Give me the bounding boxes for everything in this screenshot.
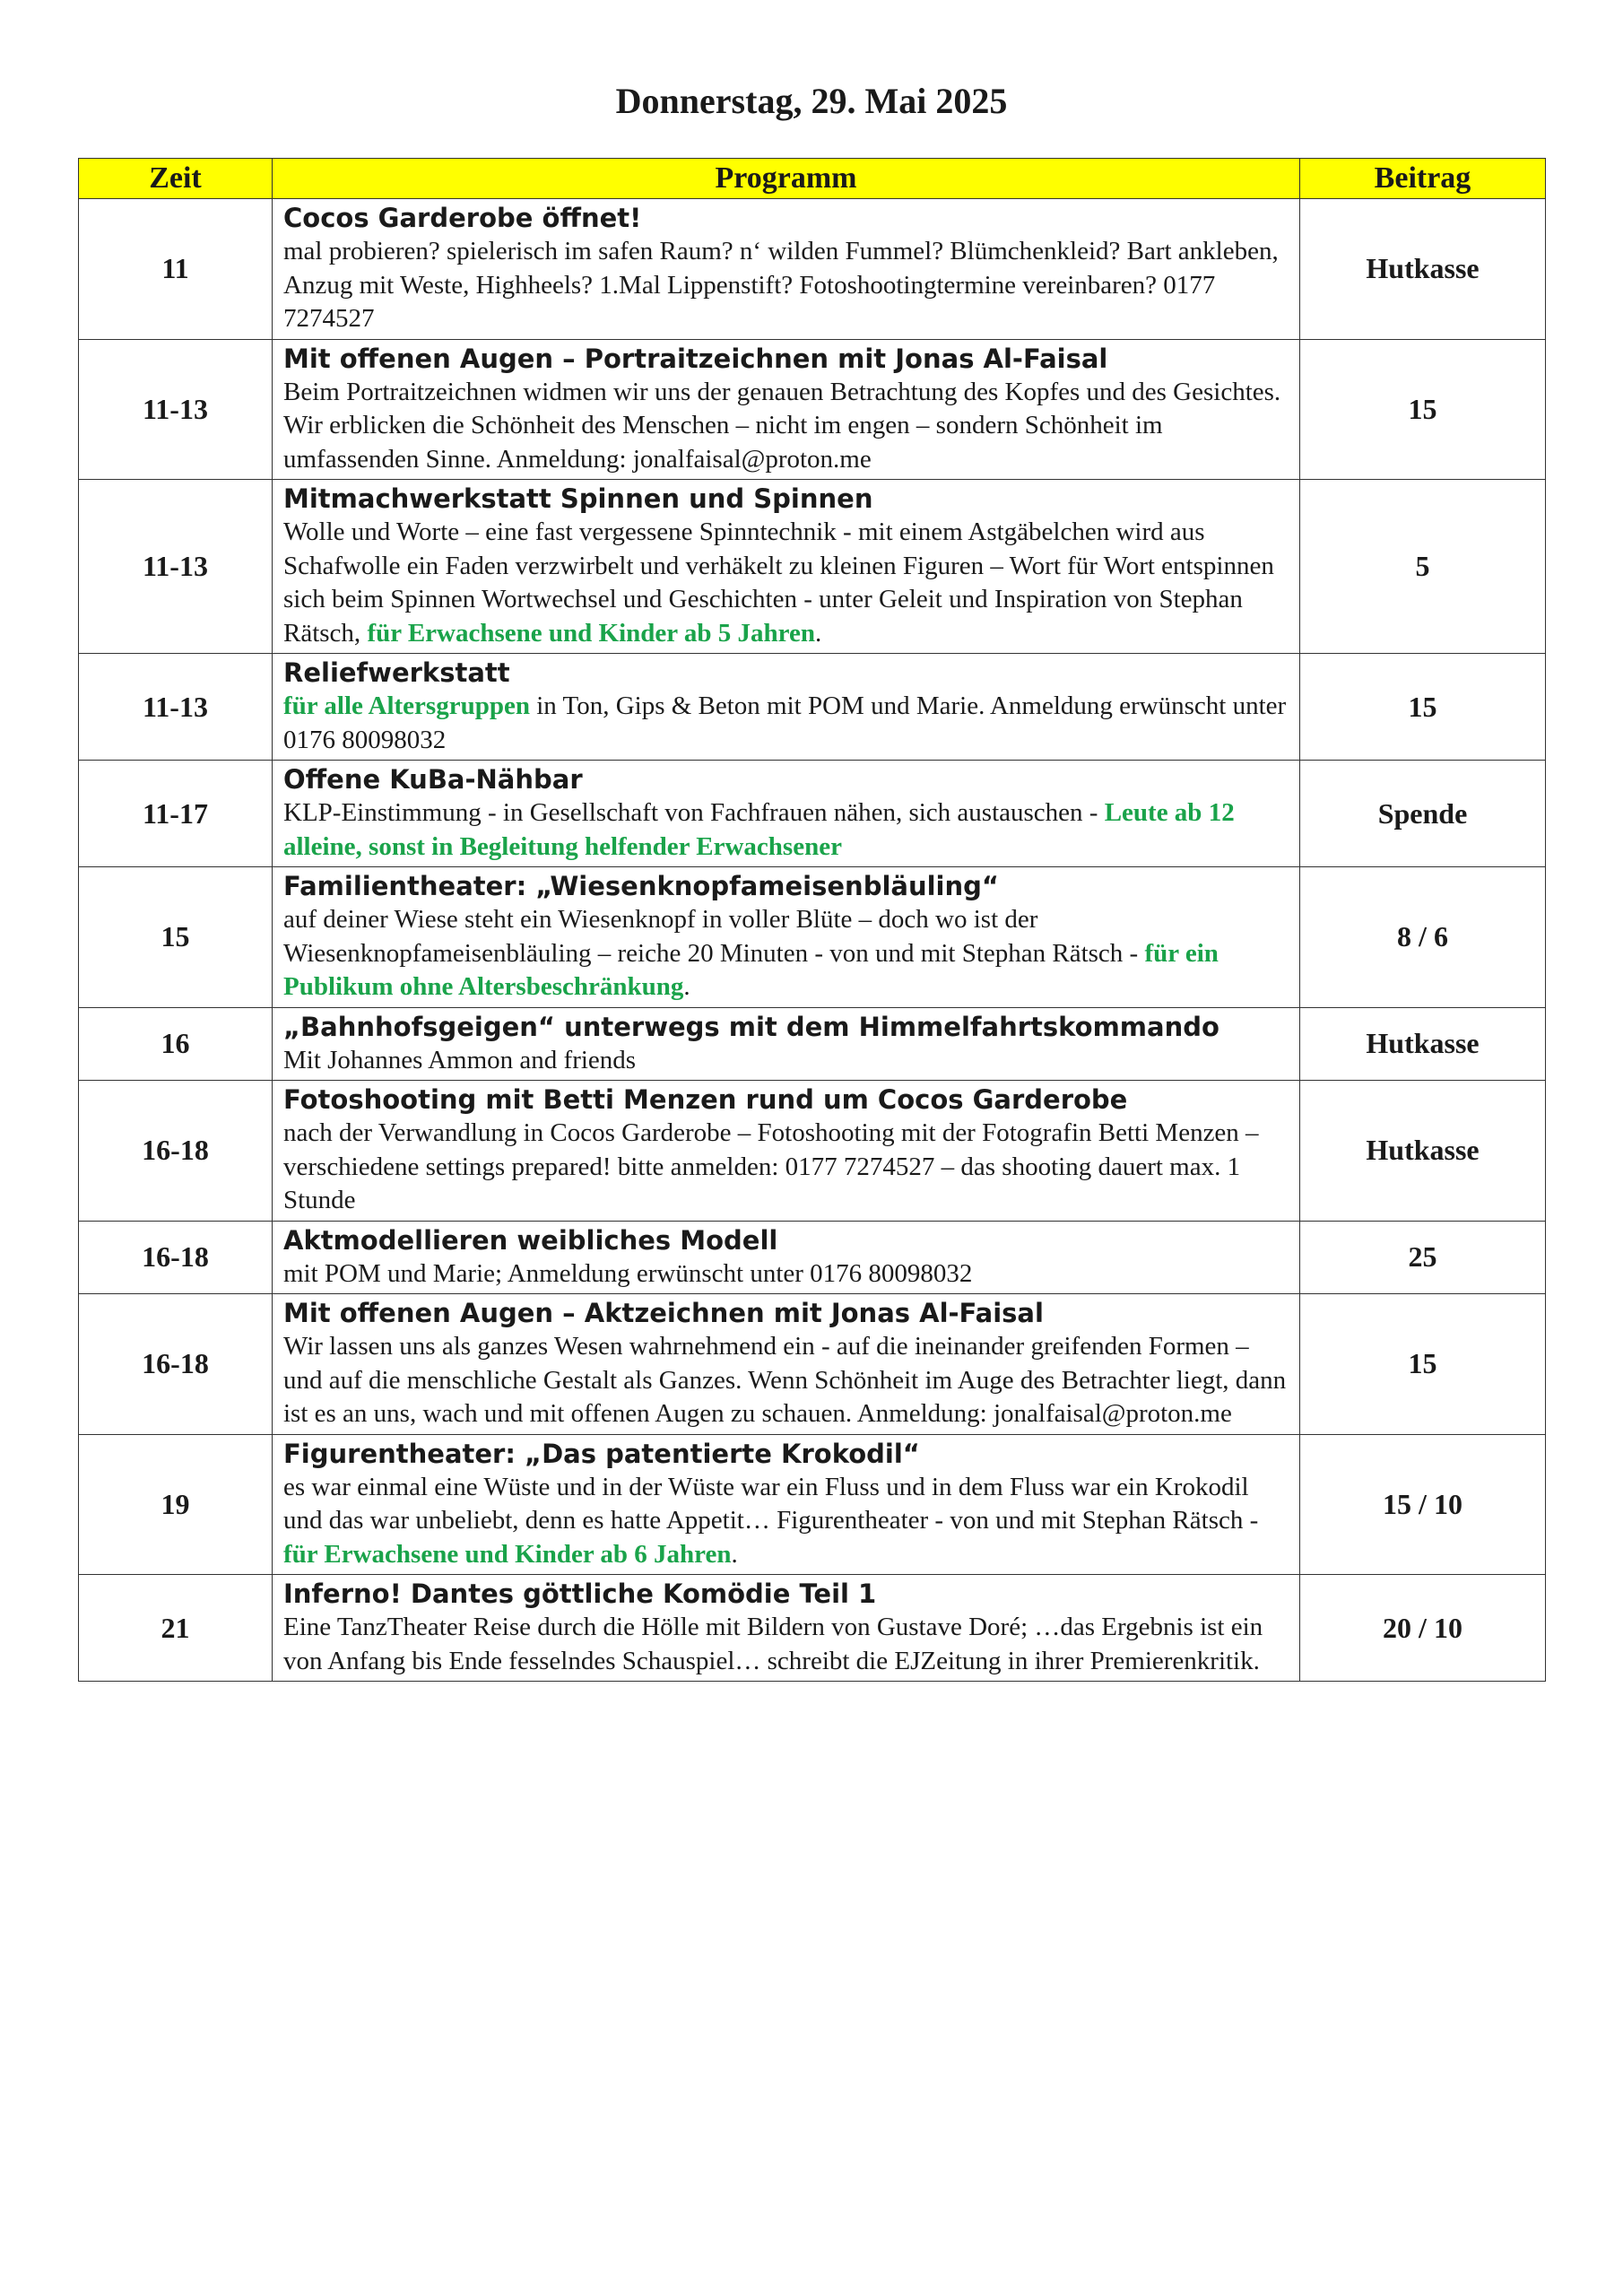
cell-programm — [273, 761, 1300, 867]
cell-zeit: 21 — [79, 1575, 273, 1682]
event-description: für alle Altersgruppen in Ton, Gips & Beton mit POM und Marie. Anmeldung erwünscht unter 0176 80098032 — [283, 691, 1287, 754]
table-row — [79, 199, 1546, 340]
event-description: Beim Portraitzeichnen widmen wir uns der genauen Betrachtung des Kopfes und des Gesichtes. Wir erblicken die Schönheit des Menschen – nicht im engen – sondern Schönheit im umfassenden Sinne. Anmeldung: jonalfaisal@proton.me — [283, 377, 1281, 474]
cell-programm — [273, 867, 1300, 1008]
table-row — [79, 1007, 1546, 1081]
cell-zeit: 11-17 — [79, 761, 273, 867]
event-title: Figurentheater: „Das patentierte Krokodil“ — [283, 1438, 920, 1469]
table-row — [79, 1221, 1546, 1294]
cell-zeit: 16-18 — [79, 1081, 273, 1222]
cell-beitrag: 15 — [1300, 339, 1546, 480]
table-row — [79, 1081, 1546, 1222]
event-title: Inferno! Dantes göttliche Komödie Teil 1 — [283, 1578, 877, 1609]
cell-beitrag: 15 — [1300, 1294, 1546, 1435]
header-beitrag: Beitrag — [1300, 159, 1546, 199]
cell-programm — [273, 1294, 1300, 1435]
event-title: Mit offenen Augen – Portraitzeichnen mit Jonas Al-Faisal — [283, 343, 1108, 374]
event-title: Familientheater: „Wiesenknopfameisenbläuling“ — [283, 871, 999, 901]
cell-zeit: 11-13 — [79, 339, 273, 480]
header-programm: Programm — [273, 159, 1300, 199]
event-description: KLP-Einstimmung - in Gesellschaft von Fachfrauen nähen, sich austauschen - Leute ab 12 alleine, sonst in Begleitung helfender Erwachsener — [283, 798, 1235, 861]
cell-beitrag: 20 / 10 — [1300, 1575, 1546, 1682]
cell-beitrag: 8 / 6 — [1300, 867, 1546, 1008]
event-title: Cocos Garderobe öffnet! — [283, 203, 642, 233]
event-description: Wolle und Worte – eine fast vergessene Spinntechnik - mit einem Astgäbelchen wird aus Schafwolle ein Faden verzwirbelt und verhäkelt zu kleinen Figuren – Wort für Wort entspinnen sich beim Spinnen Wortwechsel und Geschichten - unter Geleit und Inspiration von Stephan Rätsch, für Erwachsene und Kinder ab 5 Jahren. — [283, 517, 1274, 648]
cell-zeit: 16-18 — [79, 1294, 273, 1435]
cell-programm — [273, 1434, 1300, 1575]
cell-zeit: 16 — [79, 1007, 273, 1081]
event-title: Offene KuBa-Nähbar — [283, 764, 583, 795]
event-description: Wir lassen uns als ganzes Wesen wahrnehmend ein - auf die ineinander greifenden Formen – und auf die menschliche Gestalt als Ganzes. Wenn Schönheit im Auge des Betrachter liegt, dann ist es an uns, wach und mit offenen Augen zu schauen. Anmeldung: jonalfaisal@proton.me — [283, 1332, 1287, 1428]
event-title: Aktmodellieren weibliches Modell — [283, 1224, 778, 1256]
table-row — [79, 480, 1546, 654]
cell-zeit: 19 — [79, 1434, 273, 1575]
event-description: Mit Johannes Ammon and friends — [283, 1045, 637, 1074]
cell-beitrag: Hutkasse — [1300, 1007, 1546, 1081]
cell-programm — [273, 1081, 1300, 1222]
cell-beitrag: 5 — [1300, 480, 1546, 654]
event-description: Eine TanzTheater Reise durch die Hölle mit Bildern von Gustave Doré; …das Ergebnis ist ein von Anfang bis Ende fesselndes Schauspiel… schreibt die EJZeitung in ihrer Premierenkritik. — [283, 1613, 1263, 1675]
event-title: „Bahnhofsgeigen“ unterwegs mit dem Himmelfahrtskommando — [283, 1011, 1219, 1042]
table-header-row — [79, 159, 1546, 199]
cell-programm — [273, 1007, 1300, 1081]
event-title: Mitmachwerkstatt Spinnen und Spinnen — [283, 483, 873, 514]
cell-zeit: 15 — [79, 867, 273, 1008]
cell-beitrag: 25 — [1300, 1221, 1546, 1294]
event-description: mal probieren? spielerisch im safen Raum? n‘ wilden Fummel? Blümchenkleid? Bart ankleben, Anzug mit Weste, Highheels? 1.Mal Lippenstift? Fotoshootingtermine vereinbaren? 0177 7274527 — [283, 237, 1279, 333]
audience-note: für Erwachsene und Kinder ab 6 Jahren — [283, 1539, 732, 1569]
cell-programm — [273, 654, 1300, 761]
cell-programm — [273, 199, 1300, 340]
audience-note: Leute ab 12 alleine, sonst in Begleitung helfender Erwachsener — [283, 798, 1235, 861]
header-zeit: Zeit — [79, 159, 273, 199]
audience-note: für ein Publikum ohne Altersbeschränkung — [283, 938, 1219, 1001]
cell-beitrag: Hutkasse — [1300, 199, 1546, 340]
cell-programm — [273, 339, 1300, 480]
cell-programm — [273, 1221, 1300, 1294]
cell-zeit: 11-13 — [79, 480, 273, 654]
event-title: Reliefwerkstatt — [283, 657, 510, 688]
event-description: mit POM und Marie; Anmeldung erwünscht unter 0176 80098032 — [283, 1258, 973, 1288]
cell-programm — [273, 480, 1300, 654]
cell-beitrag: Hutkasse — [1300, 1081, 1546, 1222]
event-description: es war einmal eine Wüste und in der Wüste war ein Fluss und in dem Fluss war ein Krokodil und das war unbeliebt, denn es hatte Appetit… Figurentheater - von und mit Stephan Rätsch - für Erwachsene und Kinder ab 6 Jahren. — [283, 1472, 1259, 1569]
event-title: Mit offenen Augen – Aktzeichnen mit Jonas Al-Faisal — [283, 1298, 1044, 1328]
event-description: auf deiner Wiese steht ein Wiesenknopf in voller Blüte – doch wo ist der Wiesenknopfameisenbläuling – reiche 20 Minuten - von und mit Stephan Rätsch - für ein Publikum ohne Altersbeschränkung. — [283, 905, 1219, 1001]
cell-programm — [273, 1575, 1300, 1682]
cell-zeit: 11 — [79, 199, 273, 340]
table-row — [79, 867, 1546, 1008]
table-row — [79, 1294, 1546, 1435]
table-row — [79, 654, 1546, 761]
cell-zeit: 11-13 — [79, 654, 273, 761]
cell-zeit: 16-18 — [79, 1221, 273, 1294]
event-description: nach der Verwandlung in Cocos Garderobe – Fotoshooting mit der Fotografin Betti Menzen – verschiedene settings prepared! bitte anmelden: 0177 7274527 – das shooting dauert max. 1 Stunde — [283, 1118, 1259, 1214]
cell-beitrag: 15 — [1300, 654, 1546, 761]
table-row — [79, 761, 1546, 867]
cell-beitrag: 15 / 10 — [1300, 1434, 1546, 1575]
audience-note: für Erwachsene und Kinder ab 5 Jahren — [367, 618, 815, 648]
cell-beitrag: Spende — [1300, 761, 1546, 867]
table-row — [79, 1434, 1546, 1575]
audience-note: für alle Altersgruppen — [283, 691, 530, 720]
schedule-table — [78, 158, 1546, 1682]
page-title: Donnerstag, 29. Mai 2025 — [615, 81, 1008, 121]
table-row — [79, 1575, 1546, 1682]
event-title: Fotoshooting mit Betti Menzen rund um Cocos Garderobe — [283, 1084, 1128, 1115]
table-row — [79, 339, 1546, 480]
